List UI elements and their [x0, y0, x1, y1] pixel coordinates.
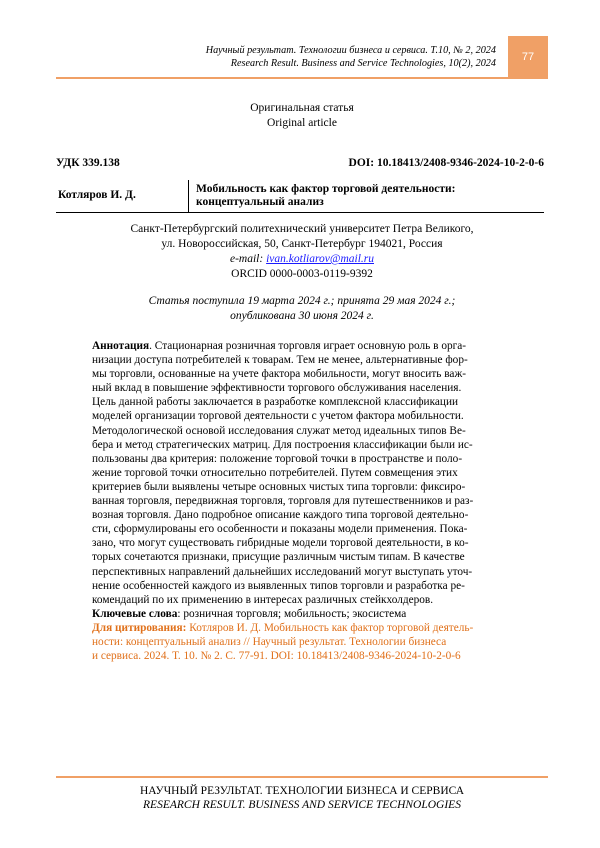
doi: DOI: 10.18413/2408-9346-2024-10-2-0-6 [348, 157, 544, 169]
abstract-line: сти, сформулированы его особенности и показаны модели применения. Пока- [92, 523, 468, 536]
page-number-badge [508, 36, 548, 78]
article-title-line1: Мобильность как фактор торговой деятельности: [196, 183, 456, 195]
footer-ru: НАУЧНЫЙ РЕЗУЛЬТАТ. ТЕХНОЛОГИИ БИЗНЕСА И СЕРВИСА [139, 785, 465, 797]
affiliation-line2: ул. Новороссийская, 50, Санкт-Петербург 194021, Россия [161, 238, 443, 250]
footer-en: RESEARCH RESULT. BUSINESS AND SERVICE TECHNOLOGIES [143, 799, 461, 811]
footer-rule [56, 776, 548, 778]
dates-line1: Статья поступила 19 марта 2024 г.; принята 29 мая 2024 г.; [148, 295, 456, 307]
abstract-line: мы торговли, основанные на учете фактора мобильности, могут вносить важ- [92, 368, 467, 381]
abstract [92, 339, 508, 663]
abstract-line: критериев были выявлены четыре основных чистых типа торговли: фиксиро- [92, 480, 466, 493]
abstract-line: нение особенностей каждого из выявленных типов торговли и разработка ре- [92, 579, 465, 592]
journal-footer [56, 784, 548, 812]
abstract-line: Методологической основой исследования служат метод идеальных типов Ве- [92, 424, 466, 437]
keywords [92, 607, 508, 621]
affiliation-line1: Санкт-Петербургский политехнический университет Петра Великого, [130, 223, 474, 235]
article-dates [56, 294, 548, 324]
abstract-line: низации доступа потребителей к товарам. Тем не менее, альтернативные фор- [92, 354, 468, 367]
author-name: Котляров И. Д. [58, 189, 136, 201]
citation-line1: Для цитирования: Котляров И. Д. Мобильность как фактор торговой деятель- [92, 621, 474, 634]
abstract-line: жение торговой точки относительно потребителей. Путем совмещения этих [92, 466, 458, 479]
abstract-line: торых сочетаются признаки, присущие различным чистым типам. В качестве [92, 551, 465, 564]
journal-header-ru: Научный результат. Технологии бизнеса и сервиса. Т.10, № 2, 2024 [205, 45, 496, 56]
abstract-line: комендаций по их применению в интересах различных стейкхолдеров. [92, 593, 434, 606]
abstract-line: ванная торговля, передвижная торговля, торговля для путешественников и раз- [92, 495, 474, 508]
citation-label: Для цитирования: [92, 621, 187, 634]
article-type-en: Original article [267, 117, 337, 129]
email-line [56, 252, 548, 267]
keywords-text: : розничная торговля; мобильность; экосистема [177, 607, 407, 620]
orcid: ORCID 0000-0003-0119-9392 [231, 268, 373, 280]
abstract-line: ный вклад в повышение эффективности торгового обслуживания населения. [92, 382, 462, 395]
abstract-label: Аннотация [92, 340, 150, 352]
article-type-ru: Оригинальная статья [250, 102, 354, 114]
title-divider [188, 180, 189, 212]
abstract-line: зано, что могут существовать гибридные модели торговой деятельности, в ко- [92, 537, 469, 550]
citation-line2: ности: концептуальный анализ // Научный результат. Технологии бизнеса [92, 635, 447, 648]
citation [92, 621, 508, 663]
dates-line2: опубликована 30 июня 2024 г. [230, 310, 374, 322]
keywords-label: Ключевые слова [92, 607, 178, 620]
abstract-line: бера и метод стратегических матриц. Для построения классификации были ис- [92, 438, 473, 451]
header-rule [56, 77, 548, 79]
udk: УДК 339.138 [56, 157, 120, 169]
abstract-line: моделей организации торговой деятельности с учетом фактора мобильности. [92, 410, 464, 423]
abstract-line: пользованы два критерия: положение торговой точки в пространстве и поло- [92, 452, 463, 465]
page-number: 77 [521, 51, 535, 63]
email-label: e-mail: [230, 253, 267, 265]
abstract-line: Аннотация. Стационарная розничная торговля играет основную роль в орга- [92, 340, 467, 352]
citation-line3: и сервиса. 2024. Т. 10. № 2. С. 77-91. DOI: 10.18413/2408-9346-2024-10-2-0-6 [92, 650, 461, 663]
affiliation [56, 222, 548, 282]
email-link[interactable]: ivan.kotliarov@mail.ru [266, 253, 374, 265]
abstract-line: возная торговля. Дано подробное описание каждого типа торговой деятельно- [92, 509, 469, 522]
title-block [56, 180, 544, 213]
journal-header-en: Research Result. Business and Service Technologies, 10(2), 2024 [230, 58, 496, 69]
article-type [56, 101, 548, 131]
article-title [196, 183, 455, 209]
abstract-line: Цель данной работы заключается в разработке комплексной классификации [92, 396, 459, 409]
abstract-line: перспективных направлений дальнейших исследований могут выступать уточ- [92, 565, 473, 578]
article-title-line2: концептуальный анализ [196, 196, 324, 208]
